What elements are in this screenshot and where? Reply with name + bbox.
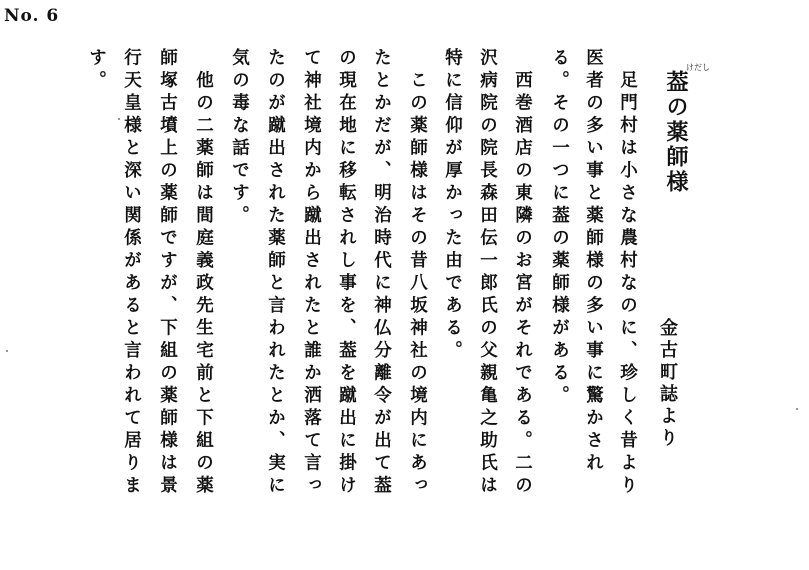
body-line: この薬師様はその昔八坂神社の境内にあっ xyxy=(407,48,428,498)
body-line: 行天皇様と深い関係があると言われて居りま xyxy=(121,48,142,498)
body-line: 師塚古墳上の薬師ですが、下組の薬師様は景 xyxy=(157,48,178,498)
article-title: 葢の薬師様 xyxy=(663,70,688,195)
body-line: 沢病院の院長森田伝一郎氏の父親亀之助氏は xyxy=(477,48,498,498)
scan-speck xyxy=(118,118,120,120)
body-line: る。その一つに葢の薬師様がある。 xyxy=(549,48,570,408)
body-line: たとかだが、明治時代に神仏分離令が出て葢 xyxy=(371,48,392,498)
body-line: 気の毒な話です。 xyxy=(229,48,250,228)
source-credit: 金古町誌より xyxy=(657,318,678,450)
body-line: たのが蹴出された薬師と言われたとか、実に xyxy=(265,48,286,498)
scan-speck xyxy=(796,408,798,410)
body-line: の現在地に移転されし事を、葢を蹴出に掛け xyxy=(336,48,357,498)
body-line: 西巻酒店の東隣のお宮がそれである。二の xyxy=(512,48,533,498)
body-line: 足門村は小さな農村なのに、珍しく昔より xyxy=(617,48,638,498)
scan-speck xyxy=(6,350,8,352)
body-line: 医者の多い事と薬師様の多い事に驚かされ xyxy=(583,48,604,476)
body-line: す。 xyxy=(86,48,107,93)
title-furigana: けだし xyxy=(686,63,710,72)
body-line: て神社境内から蹴出されたと誰か洒落て言っ xyxy=(301,48,322,498)
body-line: 特に信仰が厚かった由である。 xyxy=(442,48,463,363)
page-number: No. 6 xyxy=(4,6,60,26)
body-line: 他の二薬師は間庭義政先生宅前と下組の薬 xyxy=(193,48,214,498)
